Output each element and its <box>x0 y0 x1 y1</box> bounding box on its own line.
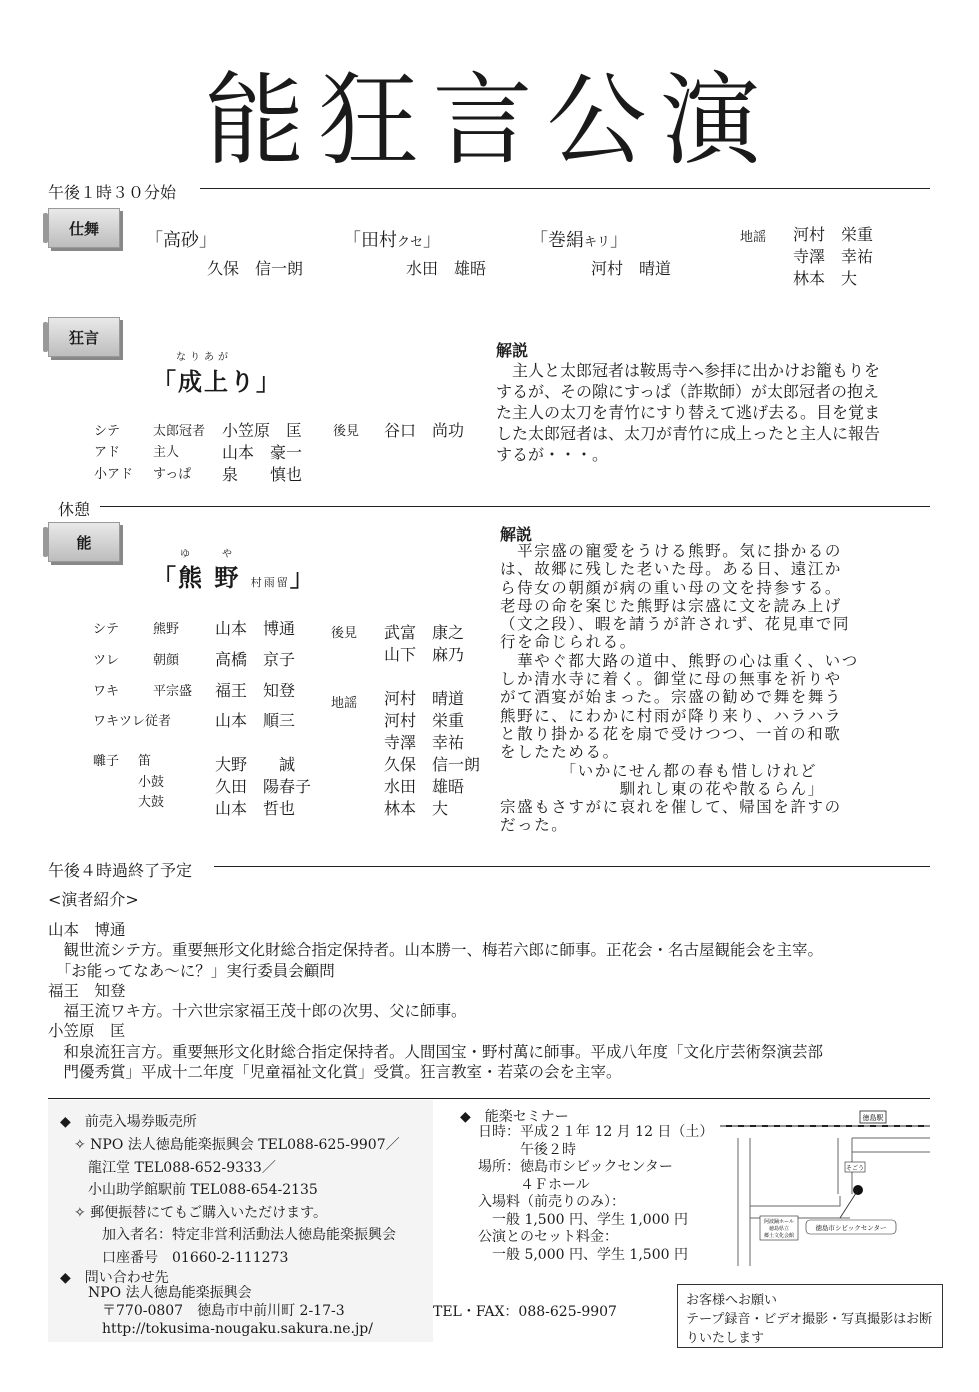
noh-jiutai: 河村 晴道 <box>384 689 465 708</box>
noh-kaisetsu-label: 解説 <box>500 525 533 544</box>
shimai-piece-1: 「高砂」 <box>145 230 217 251</box>
end-time: 午後４時過終了予定 <box>48 861 193 880</box>
noh-jiutai: 河村 栄重 <box>384 711 465 730</box>
divider <box>214 866 930 867</box>
notice-title: お客様へお願い <box>686 1293 778 1308</box>
kyogen-tag: 狂言 <box>48 317 120 357</box>
kyogen-char: すっぱ <box>153 467 192 482</box>
noh-performer: 久田 陽春子 <box>215 777 312 796</box>
noh-char: 平宗盛 <box>153 684 193 699</box>
tickets-heading: ◆ 前売入場券販売所 <box>60 1114 197 1130</box>
noh-title: 「熊 野 村雨留」 <box>152 563 316 592</box>
kyogen-performer: 泉 慎也 <box>222 465 303 484</box>
noh-koken-label: 後見 <box>331 626 358 641</box>
divider <box>48 1098 930 1099</box>
map-sogo-label: そごう <box>845 1165 865 1172</box>
noh-role: ツレ <box>93 653 120 668</box>
noh-ruby: ゆ や <box>180 549 236 560</box>
noh-jiutai-label: 地謡 <box>331 696 358 711</box>
shimai-performer-1: 久保 信一朗 <box>207 259 304 278</box>
shimai-jiutai-2: 寺澤 幸祐 <box>793 247 874 266</box>
svg-text:徳島県立: 徳島県立 <box>768 1226 790 1232</box>
noh-char: 熊野 <box>153 622 180 637</box>
noh-role: ワキ <box>93 684 120 699</box>
noh-jiutai: 久保 信一朗 <box>384 755 481 774</box>
noh-performer: 山本 博通 <box>215 619 296 638</box>
kyogen-kaisetsu-label: 解説 <box>496 341 529 360</box>
noh-instrument: 笛 <box>138 754 152 769</box>
kyogen-koken: 谷口 尚功 <box>384 421 465 440</box>
shimai-jiutai-3: 林本 大 <box>793 269 858 288</box>
svg-text:郷土文化会館: 郷土文化会館 <box>763 1233 795 1239</box>
noh-performer: 山本 順三 <box>215 711 296 730</box>
noh-performer: 大野 誠 <box>215 755 296 774</box>
shimai-performer-3: 河村 晴道 <box>591 259 672 278</box>
shimai-piece-2: 「田村クセ」 <box>343 230 442 251</box>
page-title: 能狂言公演 <box>204 62 775 179</box>
kyogen-kaisetsu: 主人と太郎冠者は鞍馬寺へ参拝に出かけお籠もりを するが、その隙にすっぱ（詐欺師）が太郎冠者の抱え た主人の太刀を青竹にすり替えて逃げ去る。目を覚ま した太郎冠者は、太刀が青竹に成上ったと主人に報告 するが・・・。 <box>496 361 881 464</box>
kyogen-char: 太郎冠者 <box>153 424 206 439</box>
notice-box <box>677 1284 943 1348</box>
contact-tel: TEL・FAX：088-625-9907 <box>433 1304 617 1320</box>
noh-performer: 山本 哲也 <box>215 799 296 818</box>
seminar-heading: ◆ 能楽セミナー <box>460 1109 569 1125</box>
kyogen-koken-label: 後見 <box>333 424 360 439</box>
kyogen-title: 「成上り」 <box>152 367 282 396</box>
kyogen-ruby: なりあが <box>176 352 232 363</box>
map-civic-label: 徳島市シビックセンター <box>815 1224 887 1232</box>
kyogen-char: 主人 <box>153 445 180 460</box>
noh-jiutai: 林本 大 <box>384 799 449 818</box>
kyogen-performer: 山本 豪一 <box>222 443 303 462</box>
shimai-piece-3: 「巻絹キリ」 <box>530 230 629 251</box>
noh-koken: 武富 康之 <box>384 623 465 642</box>
shimai-jiutai-1: 河村 栄重 <box>793 225 874 244</box>
seminar-text: 日時：平成２１年 12 月 12 日（土） 午後２時 場所：徳島市シビックセンター ４Ｆホール 入場料（前売りのみ）： 一般 1,500 円、学生 1,000 円 公演とのセット料金： 一般 5,000 円、学生 1,500 円 <box>478 1124 714 1263</box>
contact-heading: ◆ 問い合わせ先 <box>60 1270 169 1286</box>
notice-body: テープ録音・ビデオ撮影・写真撮影はお断りいたします <box>686 1312 933 1346</box>
kyogen-role: 小アド <box>94 467 134 482</box>
kyogen-performer: 小笠原 匡 <box>222 421 303 440</box>
start-time: 午後１時３０分始 <box>48 183 177 202</box>
noh-jiutai: 寺澤 幸祐 <box>384 733 465 752</box>
noh-kaisetsu: 平宗盛の寵愛をうける熊野。気に掛かるの は、故郷に残した老いた母。ある日、遠江か ら侍女の朝顔が病の重い母の文を持参する。 老母の命を案じた熊野は宗盛に文を読み上げ （文之段）、暇を請うが許されず、花見車で同 行を命じられる。 華やぐ都大路の道中、熊野の心は重く、いつ しか清水寺に着く。御堂に母の無事を祈りや がて酒宴が始まった。宗盛の勧めで舞を舞う 熊野に、にわかに村雨が降り来り、ハラハラ と散り掛かる花を扇で受けつつ、一首の和歌 をしたためる。 「いかにせん都の春も惜しけれど 馴れし東の花や散るらん」 宗盛もさすがに哀れを催して、帰国を許すの だった。 <box>500 542 859 835</box>
shimai-jiutai-label: 地謡 <box>740 230 767 245</box>
noh-instrument: 大鼓 <box>138 795 165 810</box>
noh-jiutai: 水田 雄晤 <box>384 777 465 796</box>
noh-role: ワキツレ従者 <box>93 714 172 729</box>
noh-role: シテ <box>93 622 120 637</box>
noh-tag: 能 <box>48 522 120 562</box>
intro-text: 山本 博通 観世流シテ方。重要無形文化財総合指定保持者。山本勝一、梅若六郎に師事。正花会・名古屋観能会を主宰。 「お能ってなあ〜に？」実行委員会顧問 福王 知登 福王流ワキ方。十六世宗家福王茂十郎の次男、父に師事。 小笠原 匡 和泉流狂言方。重要無形文化財総合指定保持者。人間国宝・野村萬に師事。平成八年度「文化庁芸術祭演芸部 門優秀賞」平成十二年度「児童福祉文化賞」受賞。狂言教室・若菜の会を主宰。 <box>48 921 824 1082</box>
noh-instrument: 小鼓 <box>138 775 165 790</box>
intro-heading: <演者紹介> <box>48 890 139 909</box>
kyogen-role: シテ <box>94 424 121 439</box>
break-label: 休憩 <box>58 500 91 519</box>
noh-koken: 山下 麻乃 <box>384 645 465 664</box>
noh-performer: 福王 知登 <box>215 681 296 700</box>
tickets-text: ✧ NPO 法人徳島能楽振興会 TEL088-625-9907／ 龍江堂 TEL088-652-9333／ 小山助学館駅前 TEL088-654-2135 ✧ 郵便振替にてもご購入いただけます。 加入者名：特定非営利活動法人徳島能楽振興会 口座番号 01660-2-111273 <box>74 1137 400 1266</box>
noh-performer: 高橋 京子 <box>215 650 296 669</box>
kyogen-role: アド <box>94 445 121 460</box>
noh-char: 朝顔 <box>153 653 180 668</box>
shimai-performer-2: 水田 雄晤 <box>406 259 487 278</box>
noh-hayashi-label: 囃子 <box>93 754 120 769</box>
map-station-label: 徳島駅 <box>862 1114 884 1122</box>
map-hall-label: 阿波踊ホール <box>764 1219 794 1225</box>
divider <box>200 188 930 189</box>
contact-text: NPO 法人徳島能楽振興会 〒770-0807 徳島市中前川町 2-17-3 http://tokusima-nougaku.sakura.ne.jp/ <box>74 1285 373 1337</box>
divider <box>100 506 930 507</box>
map <box>720 1106 930 1272</box>
shimai-tag: 仕舞 <box>48 208 120 248</box>
